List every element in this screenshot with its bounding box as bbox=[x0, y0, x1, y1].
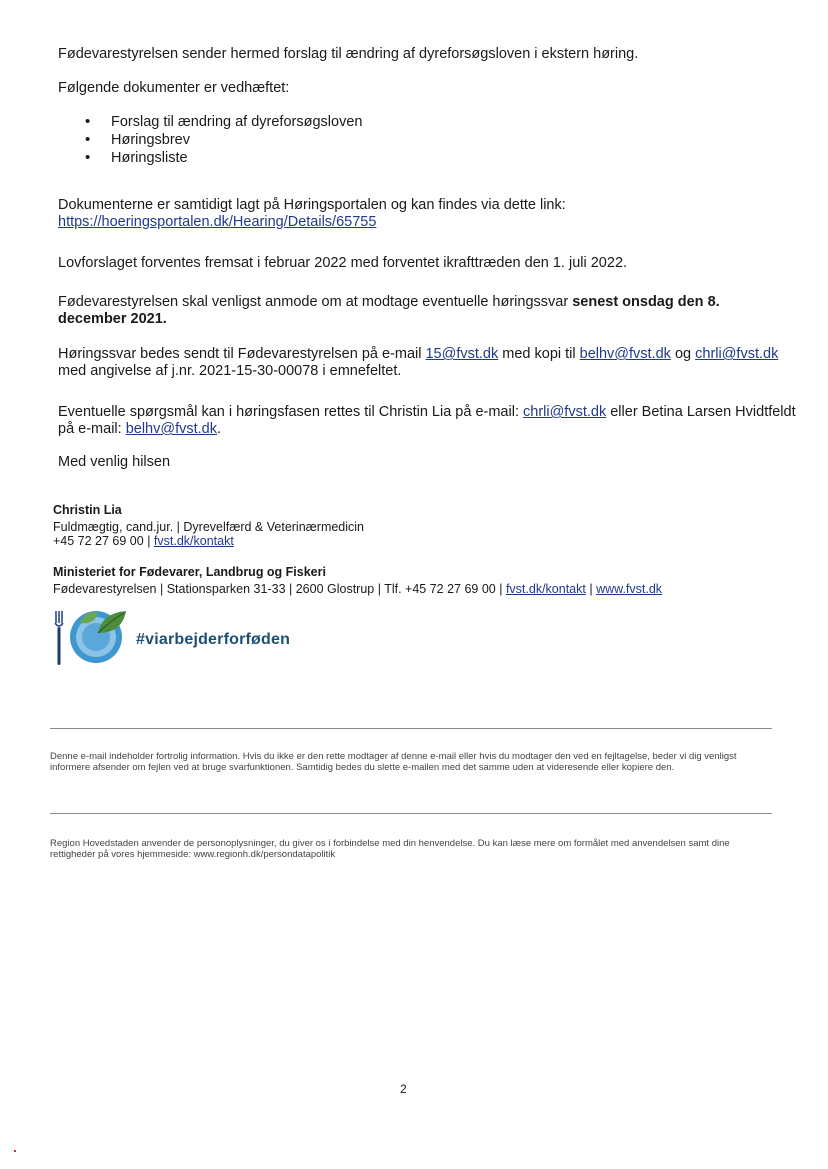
questions-line-2 bbox=[58, 421, 221, 438]
deadline-date: senest onsdag den 8. december 2021. bbox=[58, 294, 720, 327]
address-text: Fødevarestyrelsen | Stationsparken 31-33 | 2600 Glostrup | Tlf. +45 72 27 69 00 | bbox=[53, 582, 506, 596]
signature-contact bbox=[53, 534, 234, 548]
list-item: • Forslag til ændring af dyreforsøgsloven bbox=[85, 113, 362, 131]
scan-speck bbox=[14, 1150, 16, 1152]
plate-fork-leaf-icon bbox=[50, 603, 134, 671]
page-number: 2 bbox=[400, 1082, 407, 1096]
portal-link-line bbox=[58, 214, 376, 231]
reply-email-2[interactable]: belhv@fvst.dk bbox=[579, 346, 671, 362]
portal-paragraph: Dokumenterne er samtidigt lagt på Høringsportalen og kan findes via dette link: bbox=[58, 197, 566, 213]
portal-link[interactable]: https://hoeringsportalen.dk/Hearing/Details/65755 bbox=[58, 214, 377, 230]
questions-text: . bbox=[217, 421, 222, 437]
list-item: • Høringsbrev bbox=[85, 131, 362, 149]
confidentiality-notice: Denne e-mail indeholder fortrolig information. Hvis du ikke er den rette modtager af denne e-mail eller hvis du modtager den ved en fejltagelse, beder vi dig venligst informere afsender om fejlen ved at bruge svarfunktionen. Samtidig bedes du slette e-mailen med det samme uden at videresende eller kopiere den. bbox=[50, 751, 737, 773]
separator: | bbox=[143, 534, 154, 548]
signature-title: Fuldmægtig, cand.jur. | Dyrevelfærd & Veterinærmedicin bbox=[53, 520, 365, 534]
divider bbox=[50, 728, 772, 729]
reply-text: med kopi til bbox=[498, 346, 580, 362]
reply-email-3[interactable]: chrli@fvst.dk bbox=[695, 346, 779, 362]
divider bbox=[50, 813, 772, 814]
deadline-text: Fødevarestyrelsen skal venligst anmode om at modtage eventuelle høringssvar bbox=[58, 294, 573, 310]
questions-email-1[interactable]: chrli@fvst.dk bbox=[523, 404, 607, 420]
separator: | bbox=[585, 582, 597, 596]
contact-link[interactable]: fvst.dk/kontakt bbox=[153, 534, 234, 548]
signature-name: Christin Lia bbox=[53, 503, 122, 517]
ministry-address bbox=[53, 582, 662, 596]
reply-email-1[interactable]: 15@fvst.dk bbox=[425, 346, 499, 362]
attached-heading: Følgende dokumenter er vedhæftet: bbox=[58, 80, 290, 96]
privacy-notice: Region Hovedstaden anvender de personoplysninger, du giver os i forbindelse med din henvendelse. Du kan læse mere om formålet med anvendelsen samt dine rettigheder på vores hjemmeside: www.regionh.dk/persondatapolitik bbox=[50, 838, 730, 860]
ministry-name: Ministeriet for Fødevarer, Landbrug og Fiskeri bbox=[53, 565, 326, 579]
reply-text: og bbox=[670, 346, 696, 362]
reply-text: Høringssvar bedes sendt til Fødevarestyrelsen på e-mail bbox=[58, 346, 426, 362]
campaign-logo bbox=[50, 603, 310, 671]
reply-paragraph bbox=[58, 346, 778, 363]
questions-paragraph bbox=[58, 404, 796, 421]
questions-text: Eventuelle spørgsmål kan i høringsfasen rettes til Christin Lia på e-mail: bbox=[58, 404, 523, 420]
reply-reference: med angivelse af j.nr. 2021-15-30-00078 i emnefeltet. bbox=[58, 363, 402, 379]
questions-email-2[interactable]: belhv@fvst.dk bbox=[125, 421, 217, 437]
questions-text: eller Betina Larsen Hvidtfeldt bbox=[606, 404, 796, 420]
address-contact-link[interactable]: fvst.dk/kontakt bbox=[505, 582, 586, 596]
website-link[interactable]: www.fvst.dk bbox=[596, 582, 663, 596]
expected-paragraph: Lovforslaget forventes fremsat i februar 2022 med forventet ikrafttræden den 1. juli 2022. bbox=[58, 255, 628, 271]
signature-phone: +45 72 27 69 00 bbox=[53, 534, 144, 548]
deadline-paragraph bbox=[58, 294, 778, 328]
attachment-list bbox=[85, 113, 362, 167]
list-item: • Høringsliste bbox=[85, 149, 362, 167]
intro-paragraph: Fødevarestyrelsen sender hermed forslag til ændring af dyreforsøgsloven i ekstern høring. bbox=[58, 46, 639, 62]
campaign-hashtag: #viarbejderforføden bbox=[136, 631, 291, 648]
questions-text: på e-mail: bbox=[58, 421, 126, 437]
closing: Med venlig hilsen bbox=[58, 454, 171, 470]
